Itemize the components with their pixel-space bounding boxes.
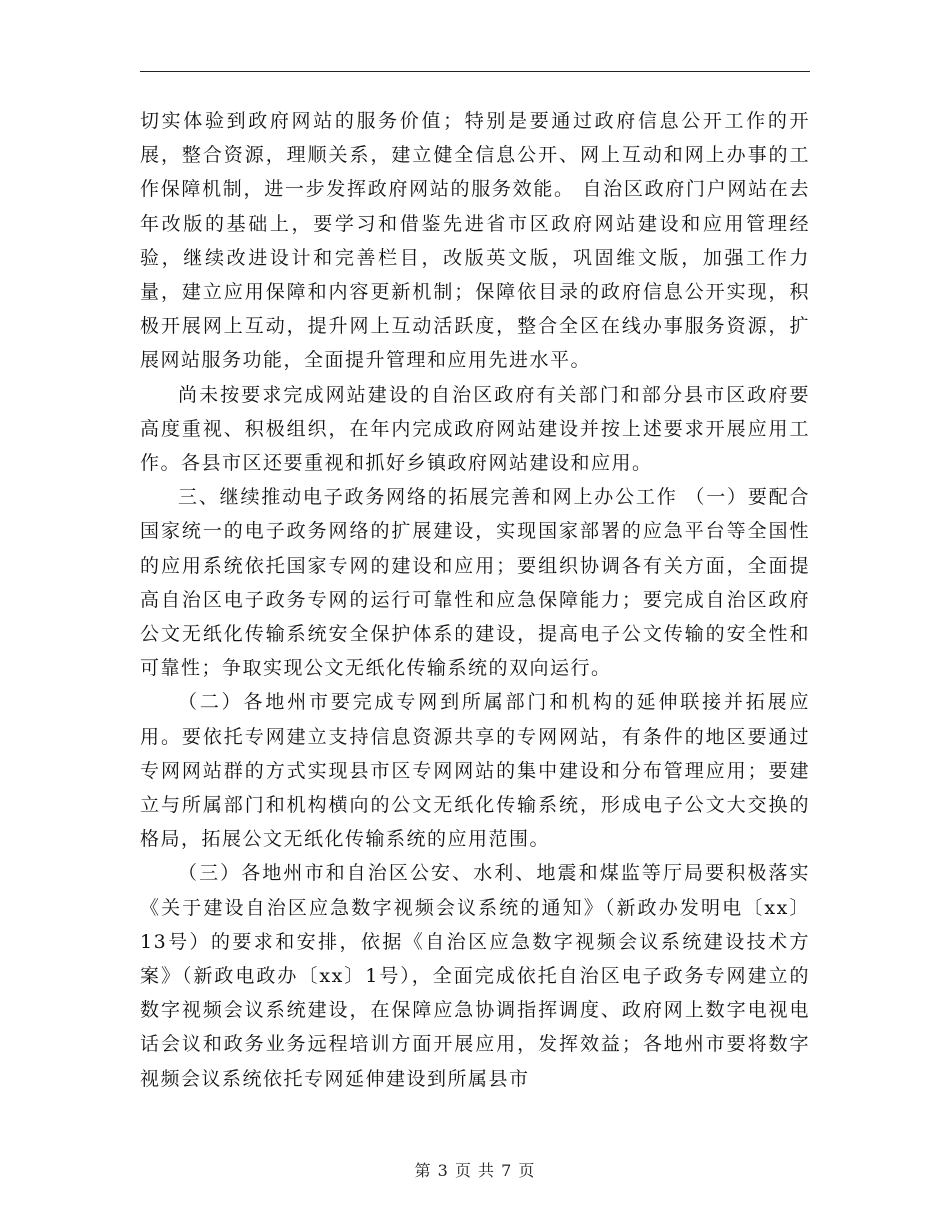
- paragraph-2: 尚未按要求完成网站建设的自治区政府有关部门和部分县市区政府要高度重视、积极组织，在年内完成政府网站建设并按上述要求开展应用工作。各县市区还要重视和抓好乡镇政府网站建设和应用。: [140, 383, 810, 475]
- paragraph-1: 切实体验到政府网站的服务价值；特别是要通过政府信息公开工作的开展，整合资源，理顺关系，建立健全信息公开、网上互动和网上办事的工作保障机制，进一步发挥政府网站的服务效能。 自治区政府门户网站在去年改版的基础上，要学习和借鉴先进省市区政府网站建设和应用管理经验，继续改进设计和完善栏目，改版英文版，巩固维文版，加强工作力量，建立应用保障和内容更新机制；保障依目录的政府信息公开实现，积极开展网上互动，提升网上互动活跃度，整合全区在线办事服务资源，扩展网站服务功能，全面提升管理和应用先进水平。: [140, 110, 810, 372]
- paragraph-3: 三、继续推动电子政务网络的拓展完善和网上办公工作 （一）要配合国家统一的电子政务网络的扩展建设，实现国家部署的应急平台等全国性的应用系统依托国家专网的建设和应用；要组织协调各有关方面，全面提高自治区电子政务专网的运行可靠性和应急保障能力；要完成自治区政府公文无纸化传输系统安全保护体系的建设，提高电子公文传输的安全性和可靠性；争取实现公文无纸化传输系统的双向运行。: [140, 486, 810, 680]
- header-rule: [140, 71, 810, 72]
- page-number: 第 3 页 共 7 页: [414, 1161, 536, 1180]
- paragraph-5: （三）各地州市和自治区公安、水利、地震和煤监等厅局要积极落实《关于建设自治区应急数字视频会议系统的通知》（新政办发明电〔xx〕13号）的要求和安排，依据《自治区应急数字视频会议系统建设技术方案》（新政电政办〔xx〕1号），全面完成依托自治区电子政务专网建立的数字视频会议系统建设，在保障应急协调指挥调度、政府网上数字电视电话会议和政务业务远程培训方面开展应用，发挥效益；各地州市要将数字视频会议系统依托专网延伸建设到所属县市: [140, 862, 810, 1090]
- paragraph-4: （二）各地州市要完成专网到所属部门和机构的延伸联接并拓展应用。要依托专网建立支持信息资源共享的专网网站，有条件的地区要通过专网网站群的方式实现县市区专网网站的集中建设和分布管理应用；要建立与所属部门和机构横向的公文无纸化传输系统，形成电子公文大交换的格局，拓展公文无纸化传输系统的应用范围。: [140, 691, 810, 851]
- document-body: [140, 104, 810, 1096]
